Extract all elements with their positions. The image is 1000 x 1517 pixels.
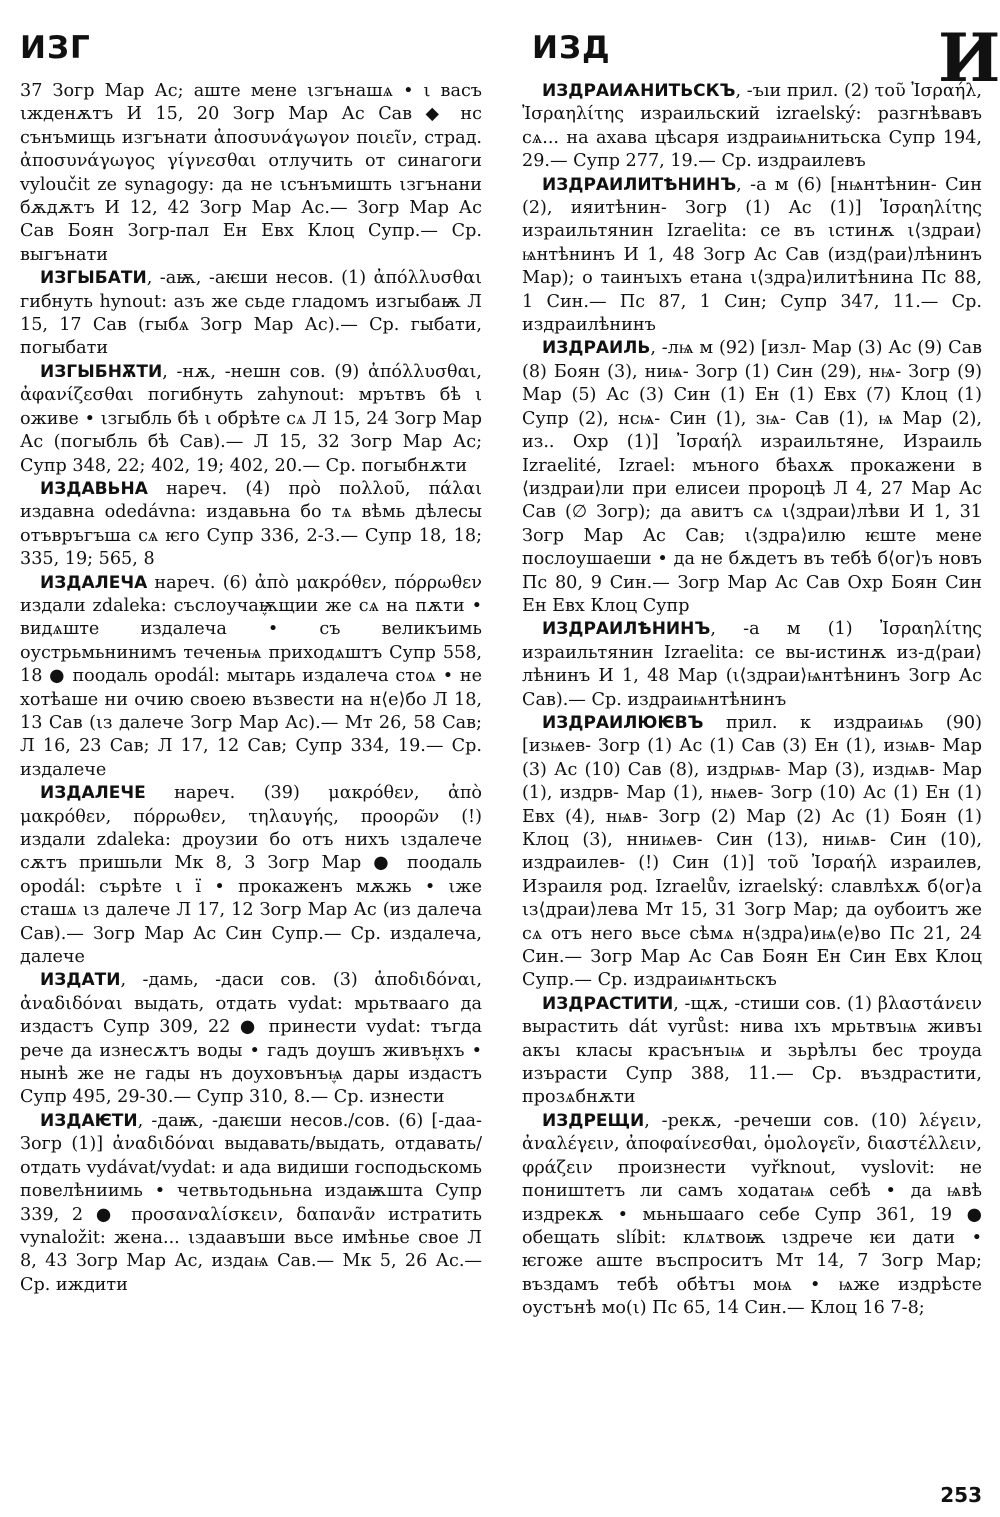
entry-headword: ИЗДАТИ [40, 970, 121, 991]
section-letter: И [938, 19, 1000, 97]
entry-headword: ИЗДРАИЛЬ [542, 338, 651, 359]
dictionary-entry [20, 782, 482, 969]
entry-headword: ИЗДРАСТИТИ [542, 993, 674, 1014]
entry-body: , -лѩ м (92) [изл- Мар (3) Ас (9) Сав (8) Боян (3), ниѩ- Зогр (1) Син (29), нѩ- Зогр (9) Мар (5) Ас (3) Син (1) Ен (1) Евх (7) Клоц (1) Супр (2), нсѩ- Син (1), зѩ- Сав (1), ѩ Мар (2), из.. Охр (1)] Ἰσραήλ израильтяне, Израиль Izraelité, Izrael: мъного бѣахѫ прокажени в ⟨издраи⟩ли при елисеи пророцѣ Л 4, 27 Мар Ас Сав (∅ Зогр); да авитъ сѧ ι⟨здраи⟩лѣви И 1, 31 Зогр Мар Ас Сав; ι⟨здра⟩илю ѥште мене послоушаеши • да не бѫдетъ въ тебѣ б⟨ог⟩ъ новъ Пс 80, 9 Син.— Зогр Мар Ас Сав Охр Боян Син Ен Евх Клоц Супр [522, 338, 982, 616]
right-column [522, 80, 982, 1321]
dictionary-entry [522, 1110, 982, 1321]
entry-body: , -даѭ, -даѥши несов./сов. (6) [-даа- Зогр (1)] ἀναδιδόναι выдавать/выдать, отдавать/отдать vydávat/vydat: и ада видиши господьскомь повелѣниимь • четвьтодьньна издаѭшта Супр 339, 2 ● προσαναλίσκειν, δαπανᾶν истратить vynaložit: жена... ιздаавъши вьсе имѣнье свое Л 8, 43 Зогр Мар Ас, издаѩ Сав.— Мк 5, 26 Ас.— Ср. иждити [20, 1110, 482, 1295]
entry-headword: ИЗДАЛЕЧЕ [40, 783, 146, 804]
entry-headword: ИЗДАЛЕЧА [40, 572, 148, 593]
dictionary-entry [522, 712, 982, 993]
entry-body: , -дамь, -даси сов. (3) ἀποδιδόναι, ἀναδιδόναι выдать, отдать vydat: мрьтвааго да издастъ Супр 309, 22 ● принести vydat: тъгда рече да изнесѫтъ воды • гадъ доушъ живъ݆нхъ • нынѣ же не гады нъ доуховънъ݆ѩ дары издастъ Супр 495, 29-30.— Супр 310, 8.— Ср. изнести [20, 970, 482, 1108]
entry-body: , -ъıи прил. (2) τοῦ Ἰσραήλ, Ἰσραηλίτης израильский izraelský: разгнѣвавъ сѧ... на ахава цѣсаря издраиѩнитьска Супр 194, 29.— Супр 277, 19.— Ср. издраилевъ [522, 81, 982, 172]
entry-body: нареч. (4) πρὸ πολλοῦ, πάλαι издавна odedávna: издавьна бо тѧ вѣмь дѣлесы отъвръгъша сѧ ѥго Супр 336, 2-3.— Супр 18, 18; 335, 19; 565, 8 [20, 478, 482, 570]
dictionary-entry [522, 993, 982, 1110]
entry-headword: ИЗГЫБАТИ [40, 268, 147, 289]
entry-headword: ИЗДАВЬНА [40, 478, 148, 499]
entry-headword: ИЗДРАИЛѢНИНЪ [542, 619, 711, 640]
entry-body: , -а м (6) [нѩнтѣнин- Син (2), ияитѣнин- Зогр (1) Ас (1)] Ἰσραηλίτης израильтянин Izraelita: се въ ιстинѫ ι⟨здраи⟩ѩнтѣнинъ И 1, 48 Зогр Ас Сав (изд⟨раи⟩лѣнинъ Мар); о таинъıхъ етана ι⟨здра⟩илитѣнина Пс 88, 1 Син.— Пс 87, 1 Син; Супр 347, 11.— Ср. издраилѣнинъ [522, 174, 982, 336]
running-head-right: ИЗД [532, 30, 611, 66]
entry-body: , -аѭ, -аѥши несов. (1) ἀπόλλυσθαι гибнуть hynout: азъ же сьде гладомъ изгыбаѭ Л 15, 17 Сав (гыбѧ Зогр Мар Ас).— Ср. гыбати, погыбати [20, 268, 482, 359]
entry-headword: ИЗДРАИЛИТѢНИНЪ [542, 174, 737, 195]
running-head-left: ИЗГ [20, 30, 91, 66]
dictionary-entry [522, 618, 982, 712]
dictionary-entry [522, 80, 982, 174]
entry-body: , -нѫ, -нешн сов. (9) ἀπόλλυσθαι, ἀφανίζεσθαι погибнуть zahynout: мрътвъ бѣ ι оживе • ιзгыбль бѣ ι обрѣте сѧ Л 15, 24 Зогр Мар Ас (погыбль бѣ Сав).— Л 15, 32 Зогр Мар Ас; Супр 348, 22; 402, 19; 402, 20.— Ср. погыбнѫти [20, 361, 482, 476]
entry-body: , -щѫ, -стиши сов. (1) βλαστάνειν вырастить dát vyrůst: нива ıхъ мрьтвъıѩ живъı акъı класы красънъıѩ и зьрѣлъı бес троуда изърасти Супр 388, 11.— Ср. въздрастити, прозѧбнѫти [522, 993, 982, 1108]
left-column [20, 80, 482, 1297]
dictionary-entry [20, 267, 482, 361]
entry-body: , -а м (1) Ἰσραηλίτης израильтянин Izraelita: се вы-истинѫ из-д⟨раи⟩лѣнинъ И 1, 48 Мар (ι⟨здраи⟩ѩнтѣнинъ Зогр Ас Сав).— Ср. издраиѩнтѣнинъ [522, 619, 982, 710]
dictionary-entry [20, 572, 482, 783]
dictionary-entry [522, 174, 982, 338]
entry-body: , -рекѫ, -речеши сов. (10) λέγειν, ἀναλέγειν, ἀποφαίνεσθαι, ὁμολογεῖν, διαστέλλειν, φράζειν произнести vyřknout, vyslovit: не поништетъ ли самъ ходатаѩ себѣ • да ѩвѣ издрекѫ • мьньшааго себе Супр 361, 19 ● обещать slíbit: клѧтвоѭ ιздрече ѥи дати • ѥгоже аште въспроситъ Мт 14, 7 Зогр Мар; въздамъ тебѣ обѣтъı моѩ • ѩже издрѣсте оустънѣ мо(ι) Пс 65, 14 Син.— Клоц 16 7-8; [522, 1110, 982, 1319]
dictionary-entry [20, 361, 482, 478]
entry-body: 37 Зогр Мар Ас; аште мене ιзгънашѧ • ι васъ ιжденѫтъ И 15, 20 Зогр Мар Ас Сав ◆ нс сънъмищь изгънати ἀποσυνάγωγον ποιεῖν, страд. ἀποσυνάγωγος γίγνεσθαι отлучить от синагоги vyloučit ze synagogy: да не ιсънъмишть ιзгънани бѫдѫтъ И 12, 42 Зогр Мар Ас.— Зогр Мар Ас Сав Боян Зогр-пал Ен Евх Клоц Супр.— Ср. выгънати [20, 81, 482, 265]
entry-headword: ИЗДАѤТИ [40, 1110, 138, 1131]
entry-body: нареч. (39) μακρόθεν, ἀπὸ μακρόθεν, πόρρωθεν, τηλαυγής, προορῶν (!) издали zdaleka: дроузии бо отъ нихъ ιздалече сѫтъ пришьли Мк 8, 3 Зогр Мар ● поодаль opodál: сърѣте ι ї • прокаженъ мѫжь • ιже сташѧ ιз далече Л 17, 12 Зогр Мар Ас (из далеча Сав).— Зогр Мар Ас Син Супр.— Ср. издалеча, далече [20, 783, 482, 968]
dictionary-entry [20, 1110, 482, 1297]
entry-body: нареч. (6) ἀπὸ μακρόθεν, πόρρωθεν издали zdaleka: съслоуча݆ѭщии же сѧ на пѫти • видѧште издалеча • съ великъимь оустрьмьнинимъ теченьѩ приходѧштъ Супр 558, 18 ● поодаль opodál: мытарь издалеча стоѧ • не хотѣаше ни очию своею възвести на н⟨е⟩бо Л 18, 13 Сав (ιз далече Зогр Мар Ас).— Мт 26, 58 Сав; Л 16, 23 Сав; Л 17, 12 Сав; Супр 334, 19.— Ср. издалече [20, 572, 482, 780]
entry-headword: ИЗДРАИѦНИТЬСКЪ [542, 81, 736, 101]
entry-headword: ИЗДРЕЩИ [542, 1110, 645, 1131]
dictionary-entry [522, 337, 982, 618]
entry-headword: ИЗДРАИЛЮѤВЪ [542, 712, 704, 733]
entry-headword: ИЗГЫБНѪТИ [40, 361, 163, 382]
entry-body: прил. к издраиѩь (90) [изѩев- Зогр (1) Ас (1) Сав (3) Ен (1), изѩв- Мар (3) Ас (10) Сав (8), издрѩв- Мар (3), издѩв- Мар (1), издрв- Мар (1), нѩев- Зогр (10) Ас (1) Ен (1) Евх (4), нѩв- Зогр (2) Мар (2) Ас (1) Боян (1) Клоц (3), нниѩев- Син (13), ниѩв- Син (10), издраилев- (!) Син (1)] τοῦ Ἰσραήλ израилев, Израиля род. Izraelův, izraelský: славлѣхѫ б⟨ог⟩а ιз⟨драи⟩лева Мт 15, 31 Зогр Мар; да оубоитъ же сѧ отъ него вьсе сѣмѧ н⟨здра⟩иѩ⟨е⟩во Пс 21, 24 Син.— Зогр Мар Ас Сав Боян Ен Син Евх Клоц Супр.— Ср. издраиѩнтьскъ [522, 712, 982, 991]
dictionary-entry [20, 80, 482, 267]
page-number: 253 [940, 1483, 982, 1507]
dictionary-entry [20, 969, 482, 1109]
dictionary-entry [20, 478, 482, 572]
